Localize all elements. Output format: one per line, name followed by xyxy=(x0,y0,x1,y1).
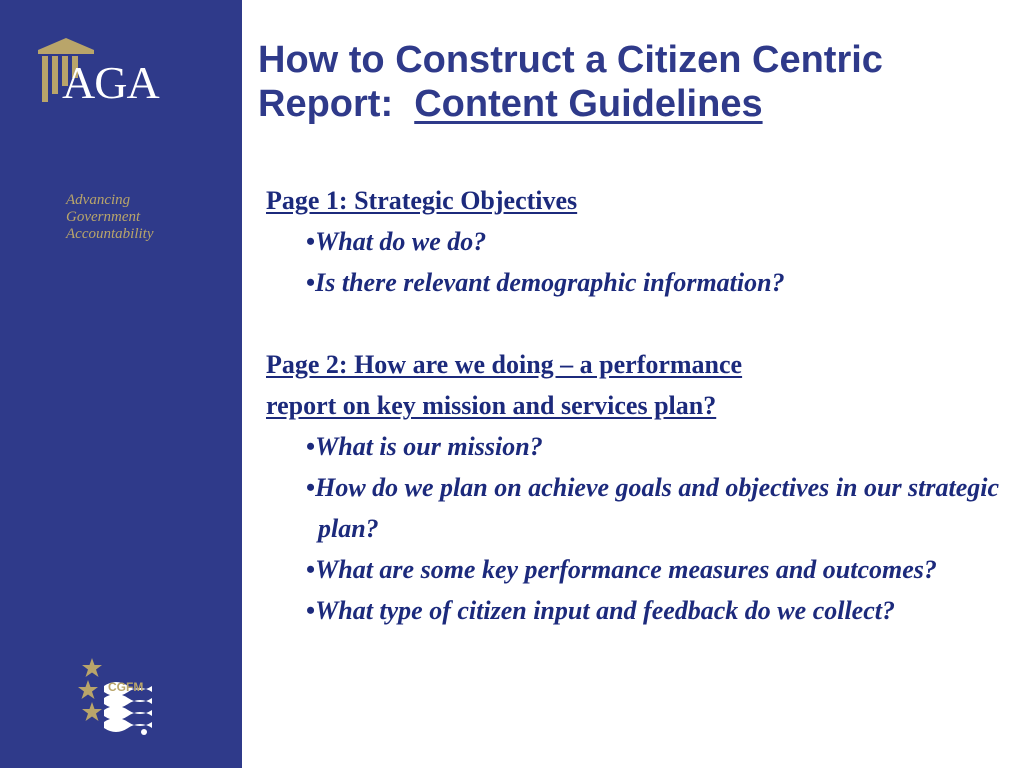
aga-logo-text: AGA xyxy=(62,57,159,108)
section-2-bullet-1: •What is our mission? xyxy=(306,432,543,461)
bullet-text: What are some key performance measures and outcomes? xyxy=(315,555,937,584)
title-underlined: Content Guidelines xyxy=(414,83,763,125)
cgfm-logo-text: CGFM xyxy=(108,680,144,694)
section-2-heading-line-2: report on key mission and services plan? xyxy=(266,391,717,420)
slide-content xyxy=(266,180,1006,631)
cgfm-logo-icon xyxy=(78,656,158,736)
section-spacer xyxy=(266,303,1006,344)
section-2-heading-line-1: Page 2: How are we doing – a performance xyxy=(266,350,743,379)
title-line-2 xyxy=(258,82,1018,126)
tagline xyxy=(66,192,236,243)
tagline-line-3: Accountability xyxy=(66,226,154,242)
bullet-text: What is our mission? xyxy=(315,432,543,461)
bullet-text: Is there relevant demographic information? xyxy=(315,268,785,297)
section-1-heading: Page 1: Strategic Objectives xyxy=(266,186,578,215)
section-2-heading xyxy=(266,344,1006,426)
tagline-line-1: Advancing xyxy=(66,192,131,208)
bullet-text: How do we plan on achieve goals and objectives in our strategic plan? xyxy=(315,473,1000,543)
bullet-text: What type of citizen input and feedback do we collect? xyxy=(315,596,895,625)
slide-title xyxy=(258,38,1018,126)
title-prefix: Report: xyxy=(258,83,394,125)
title-line-1: How to Construct a Citizen Centric xyxy=(258,39,883,81)
section-2-bullet-3: •What are some key performance measures and outcomes? xyxy=(306,555,937,584)
section-1-bullet-2: •Is there relevant demographic information? xyxy=(306,268,785,297)
section-2-bullet-2: •How do we plan on achieve goals and objectives in our strategic plan? xyxy=(306,473,1000,543)
tagline-line-2: Government xyxy=(66,209,141,225)
sidebar xyxy=(0,0,242,768)
bullet-text: What do we do? xyxy=(315,227,487,256)
section-1-bullet-1: •What do we do? xyxy=(306,227,487,256)
section-2-bullet-4: •What type of citizen input and feedback do we collect? xyxy=(306,596,895,625)
